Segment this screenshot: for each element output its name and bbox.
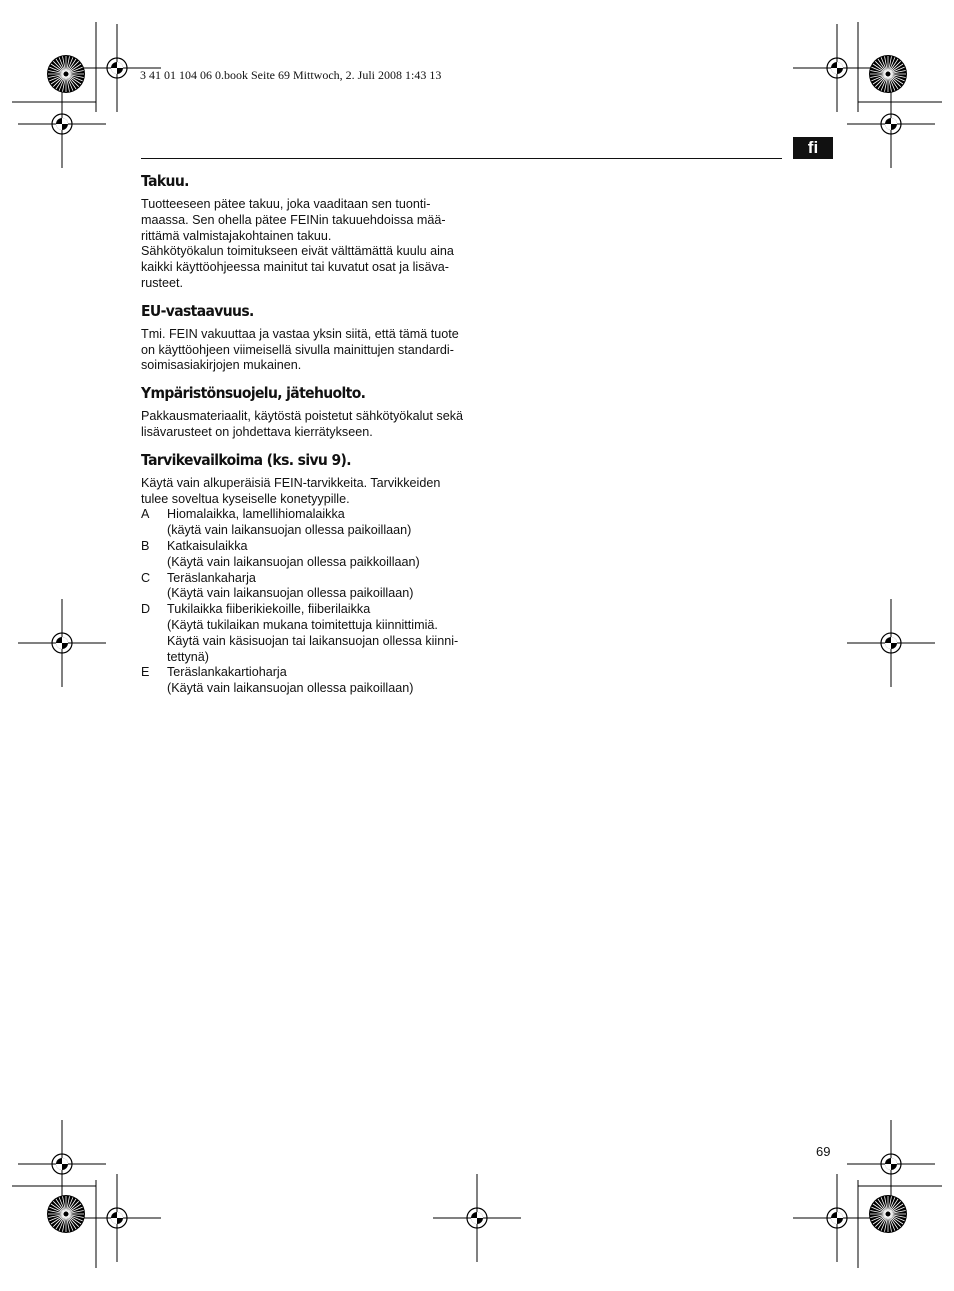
heading-environment: Ympäristönsuojelu, jätehuolto.	[141, 384, 366, 403]
item-letter: E	[141, 665, 150, 680]
page-content	[141, 172, 486, 707]
heading-takuu: Takuu.	[141, 172, 189, 190]
list-item: C Teräslankaharja (Käytä vain laikansuojan ollessa paikoillaan)	[141, 570, 414, 601]
item-letter: C	[141, 570, 151, 585]
section-accessories	[141, 451, 486, 697]
language-tab: fi	[793, 137, 833, 159]
takuu-paragraph-1: Tuotteeseen pätee takuu, joka vaaditaan sen tuonti- maassa. Sen ohella pätee FEINin takuuehdoissa mää- rittämä valmistajakohtainen takuu.	[141, 197, 446, 243]
list-item: E Teräslankakartioharja (Käytä vain laikansuojan ollessa paikoillaan)	[141, 665, 414, 696]
heading-eu: EU-vastaavuus.	[141, 301, 254, 320]
print-slug: 3 41 01 104 06 0.book Seite 69 Mittwoch, 2. Juli 2008 1:43 13	[140, 68, 442, 82]
item-letter: D	[141, 602, 151, 617]
eu-paragraph: Tmi. FEIN vakuuttaa ja vastaa yksin siitä, että tämä tuote on käyttöohjeen viimeisellä sivulla mainittujen standardi- soimisasiakirjojen mukainen.	[141, 326, 459, 373]
list-item: B Katkaisulaikka (Käytä vain laikansuojan ollessa paikkoillaan)	[141, 538, 420, 569]
section-takuu	[141, 172, 486, 292]
list-item: A Hiomalaikka, lamellihiomalaikka (käytä vain laikansuojan ollessa paikoillaan)	[141, 507, 412, 538]
takuu-paragraph-2: Sähkötyökalun toimitukseen eivät välttämättä kuulu aina kaikki käyttöohjeessa mainitut tai kuvatut osat ja lisäva- rusteet.	[141, 244, 454, 290]
section-eu	[141, 302, 486, 374]
section-environment	[141, 384, 486, 441]
heading-accessories: Tarvikevailkoima (ks. sivu 9).	[141, 450, 351, 469]
list-item: D Tukilaikka fiiberikiekoille, fiiberilaikka (Käytä tukilaikan mukana toimitettuja kiinnittimiä. Käytä vain käsisuojan tai laikansuojan ollessa kiinni- tettynä)	[141, 602, 459, 664]
page-number: 69	[816, 1144, 831, 1159]
environment-paragraph: Pakkausmateriaalit, käytöstä poistetut sähkötyökalut sekä lisävarusteet on johdettava kierrätykseen.	[141, 409, 464, 439]
item-letter: B	[141, 538, 150, 553]
item-letter: A	[141, 507, 150, 522]
accessories-intro: Käytä vain alkuperäisiä FEIN-tarvikkeita. Tarvikkeiden tulee soveltua kyseiselle konetyypille.	[141, 475, 441, 506]
header-rule	[141, 158, 782, 159]
